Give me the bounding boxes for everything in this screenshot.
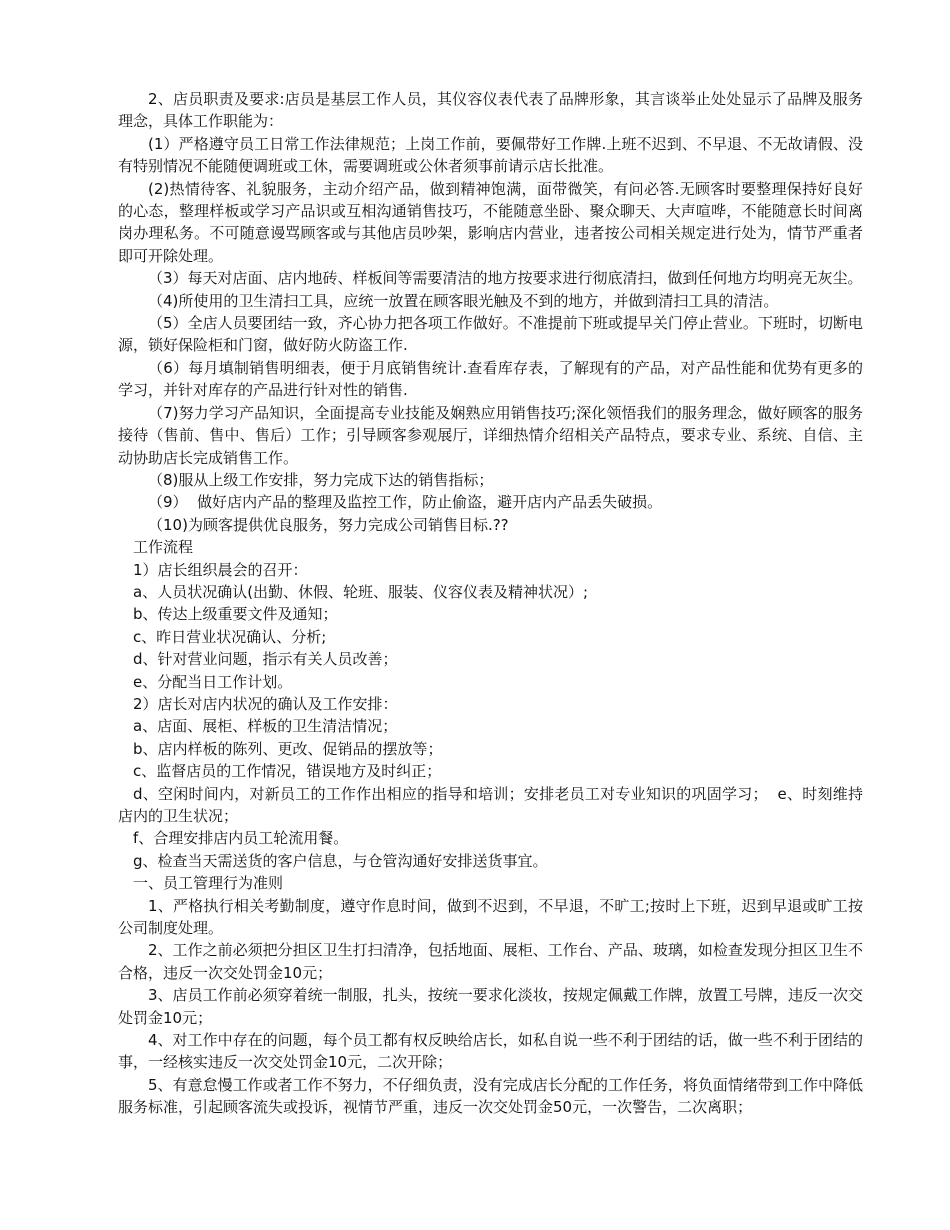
paragraph: g、检查当天需送货的客户信息，与仓管沟通好安排送货事宜。 xyxy=(133,851,548,870)
paragraph: e、分配当日工作计划。 xyxy=(133,672,293,691)
paragraph: 3、店员工作前必须穿着统一制服，扎头，按统一要求化淡妆，按规定佩戴工作牌，放置工号牌，违反一次交处罚金10元； xyxy=(118,986,863,1027)
paragraph: （6）每月填制销售明细表，便于月底销售统计.查看库存表，了解现有的产品，对产品性能和优势有更多的学习，并针对库存的产品进行针对性的销售. xyxy=(118,358,863,400)
paragraph: 5、有意怠慢工作或者工作不努力，不仔细负责，没有完成店长分配的工作任务，将负面情绪带到工作中降低服务标准，引起顾客流失或投诉，视情节严重，违反一次交处罚金50元，一次警告，二次离职； xyxy=(118,1075,863,1117)
paragraph: c、监督店员的工作情况，错误地方及时纠正； xyxy=(133,762,442,781)
paragraph: 1、严格执行相关考勤制度，遵守作息时间，做到不迟到，不早退，不旷工;按时上下班，迟到早退或旷工按公司制度处理。 xyxy=(118,896,863,938)
paragraph: 一、员工管理行为准则 xyxy=(133,874,284,893)
paragraph: （10)为顾客提供优良服务，努力完成公司销售目标.?? xyxy=(148,515,509,534)
paragraph: （5）全店人员要团结一致，齐心协力把各项工作做好。不准提前下班或提早关门停止营业。下班时，切断电源，锁好保险柜和门窗，做好防火防盗工作. xyxy=(118,314,863,355)
paragraph: b、店内样板的陈列、更改、促销品的摆放等； xyxy=(133,739,443,758)
paragraph: 1）店长组织晨会的召开： xyxy=(133,560,308,579)
paragraph: f、合理安排店内员工轮流用餐。 xyxy=(133,829,349,848)
paragraph: （7)努力学习产品知识，全面提高专业技能及娴熟应用销售技巧;深化领悟我们的服务理念，做好顾客的服务接待（售前、售中、售后）工作；引导顾客参观展厅，详细热情介绍相关产品特点，要求专业、系统、自信、主动协助店长完成销售工作。 xyxy=(118,403,863,467)
paragraph: (2)热情待客、礼貌服务，主动介绍产品，做到精神饱满，面带微笑，有问必答.无顾客时要整理保持好良好的心态，整理样板或学习产品识或互相沟通销售技巧，不能随意坐卧、聚众聊天、大声喧哗，不能随意长时间离岗办理私务。不可随意谩骂顾客或与其他店员吵架，影响店内营业，违者按公司相关规定进行处为，情节严重者即可开除处理。 xyxy=(118,179,863,265)
paragraph: d、空闲时间内，对新员工的工作作出相应的指导和培训；安排老员工对专业知识的巩固学习； e、时刻维持店内的卫生状况； xyxy=(118,784,863,825)
paragraph: （3）每天对店面、店内地砖、样板间等需要清洁的地方按要求进行彻底清扫，做到任何地方均明亮无灰尘。 xyxy=(148,269,863,288)
paragraph: a、店面、展柜、样板的卫生清洁情况； xyxy=(133,717,398,736)
paragraph: （4)所使用的卫生清扫工具，应统一放置在顾客眼光触及不到的地方，并做到清扫工具的清洁。 xyxy=(148,291,779,310)
paragraph: 2）店长对店内状况的确认及工作安排： xyxy=(133,694,398,713)
paragraph: d、针对营业问题，指示有关人员改善； xyxy=(133,650,398,669)
paragraph: c、昨日营业状况确认、分析; xyxy=(133,627,327,646)
paragraph: 工作流程 xyxy=(133,538,194,557)
paragraph: a、人员状况确认(出勤、休假、轮班、服装、仪容仪表及精神状况）; xyxy=(133,582,589,601)
paragraph: 2、店员职责及要求:店员是基层工作人员，其仪容仪表代表了品牌形象，其言谈举止处处显示了品牌及服务理念，具体工作职能为： xyxy=(118,90,863,131)
paragraph: 4、对工作中存在的问题，每个员工都有权反映给店长，如私自说一些不利于团结的话，做一些不利于团结的事，一经核实违反一次交处罚金10元，二次开除； xyxy=(118,1031,863,1072)
document-body xyxy=(118,88,863,1119)
paragraph: （8)服从上级工作安排，努力完成下达的销售指标； xyxy=(148,470,494,489)
paragraph: (1）严格遵守员工日常工作法律规范；上岗工作前，要佩带好工作牌.上班不迟到、不早退、不无故请假、没有特别情况不能随便调班或工休，需要调班或公休者须事前请示店长批准。 xyxy=(118,134,863,176)
paragraph: 2、工作之前必须把分担区卫生打扫清净，包括地面、展柜、工作台、产品、玻璃，如检查发现分担区卫生不合格，违反一次交处罚金10元； xyxy=(118,941,863,982)
paragraph: b、传达上级重要文件及通知； xyxy=(133,605,338,624)
paragraph: （9） 做好店内产品的整理及监控工作，防止偷盗，避开店内产品丢失破损。 xyxy=(148,493,663,512)
